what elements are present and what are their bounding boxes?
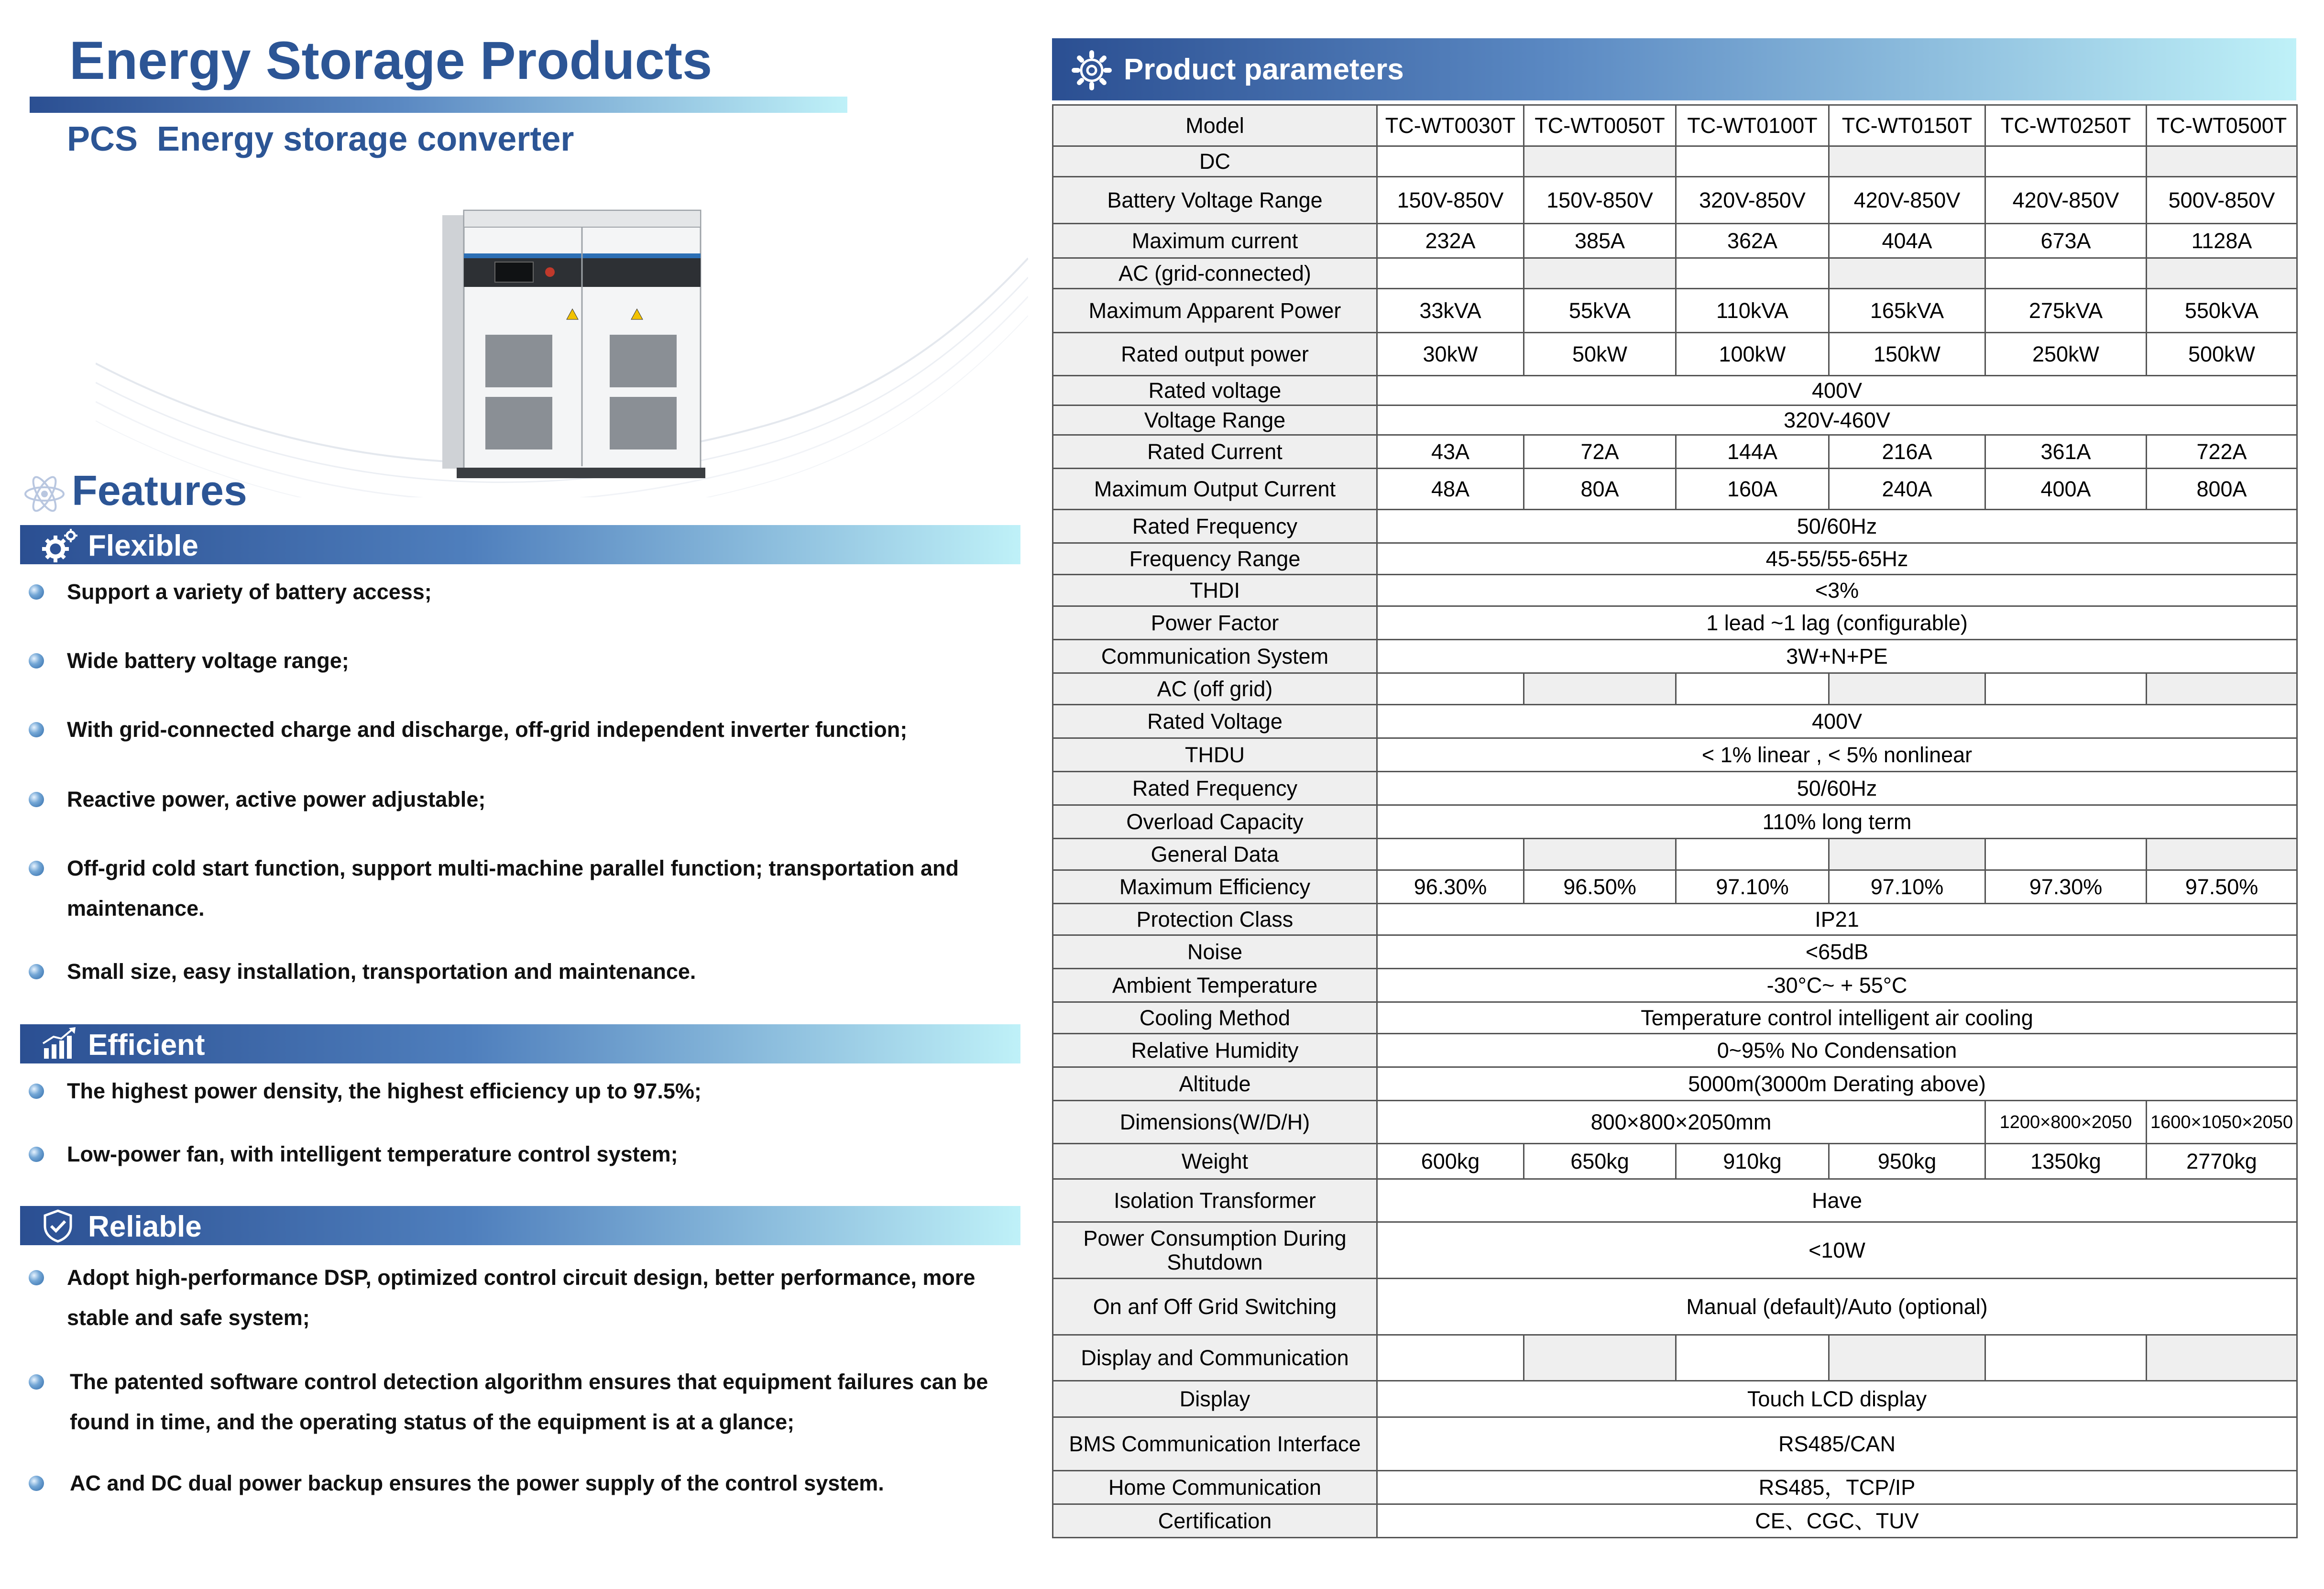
spec-label: Voltage Range	[1053, 405, 1377, 435]
spec-label: Isolation Transformer	[1053, 1179, 1377, 1222]
spec-empty-cell	[1524, 146, 1676, 177]
section-title-efficient: Efficient	[88, 1029, 205, 1062]
bullet-icon	[29, 964, 44, 979]
spec-value: TC-WT0050T	[1524, 105, 1676, 146]
spec-value: 160A	[1676, 469, 1829, 510]
spec-row	[1053, 333, 2297, 376]
spec-value: 722A	[2147, 435, 2297, 469]
bullet-icon	[29, 1147, 44, 1162]
spec-row	[1053, 1417, 2297, 1471]
spec-value: 150V-850V	[1377, 177, 1524, 224]
spec-value: RS485，TCP/IP	[1377, 1471, 2297, 1504]
feature-item: Off-grid cold start function, support multi-machine parallel function; transportation and maintenance.	[67, 856, 959, 921]
spec-label: Display and Communication	[1053, 1335, 1377, 1381]
spec-value: 5000m(3000m Derating above)	[1377, 1067, 2297, 1101]
spec-value: 96.50%	[1524, 870, 1676, 904]
spec-value: 320V-850V	[1676, 177, 1829, 224]
spec-value: 97.10%	[1829, 870, 1985, 904]
spec-value: 97.50%	[2147, 870, 2297, 904]
spec-row	[1053, 146, 2297, 177]
feature-item: Support a variety of battery access;	[67, 580, 432, 604]
spec-row	[1053, 1002, 2297, 1034]
spec-value: 420V-850V	[1829, 177, 1985, 224]
spec-row	[1053, 1335, 2297, 1381]
spec-label: Battery Voltage Range	[1053, 177, 1377, 224]
spec-value: <65dB	[1377, 935, 2297, 969]
spec-row	[1053, 1381, 2297, 1417]
spec-value: 48A	[1377, 469, 1524, 510]
spec-row	[1053, 839, 2297, 870]
spec-label: Altitude	[1053, 1067, 1377, 1101]
shield-check-icon	[41, 1209, 75, 1243]
spec-label: Rated output power	[1053, 333, 1377, 376]
spec-value: 96.30%	[1377, 870, 1524, 904]
spec-label: Overload Capacity	[1053, 805, 1377, 839]
spec-value: 420V-850V	[1985, 177, 2147, 224]
spec-value: 250kW	[1985, 333, 2147, 376]
spec-empty-cell	[1377, 1335, 1524, 1381]
spec-label: Home Communication	[1053, 1471, 1377, 1504]
spec-row	[1053, 935, 2297, 969]
spec-value: 673A	[1985, 224, 2147, 258]
spec-empty-cell	[1829, 839, 1985, 870]
spec-value: 50kW	[1524, 333, 1676, 376]
spec-empty-cell	[1377, 673, 1524, 705]
spec-row	[1053, 1471, 2297, 1504]
spec-label: Rated Frequency	[1053, 772, 1377, 805]
product-parameters-header	[1052, 38, 2296, 100]
feature-item: Reactive power, active power adjustable;	[67, 787, 486, 811]
spec-value: TC-WT0100T	[1676, 105, 1829, 146]
spec-empty-cell	[2147, 839, 2297, 870]
spec-value: 950kg	[1829, 1144, 1985, 1179]
spec-value: 150kW	[1829, 333, 1985, 376]
feature-item: With grid-connected charge and discharge, off-grid independent inverter function;	[67, 717, 908, 742]
spec-value: 800A	[2147, 469, 2297, 510]
spec-value: TC-WT0250T	[1985, 105, 2147, 146]
spec-row	[1053, 1034, 2297, 1067]
spec-label: THDU	[1053, 738, 1377, 772]
spec-empty-cell	[1676, 839, 1829, 870]
spec-label: Maximum Apparent Power	[1053, 289, 1377, 333]
spec-label: Weight	[1053, 1144, 1377, 1179]
spec-label: AC (off grid)	[1053, 673, 1377, 705]
spec-empty-cell	[1829, 258, 1985, 289]
spec-empty-cell	[1985, 1335, 2147, 1381]
spec-value: 72A	[1524, 435, 1676, 469]
spec-label: Power Factor	[1053, 606, 1377, 640]
spec-value: 500V-850V	[2147, 177, 2297, 224]
spec-value: <3%	[1377, 575, 2297, 606]
spec-empty-cell	[1524, 673, 1676, 705]
spec-value: 110% long term	[1377, 805, 2297, 839]
spec-value: TC-WT0150T	[1829, 105, 1985, 146]
spec-empty-cell	[1377, 258, 1524, 289]
bullet-icon	[29, 1270, 44, 1285]
parameters-table	[1052, 104, 2298, 1538]
spec-empty-cell	[1829, 1335, 1985, 1381]
spec-value: 910kg	[1676, 1144, 1829, 1179]
feature-item: The patented software control detection algorithm ensures that equipment failures can be found in time, and the operating status of the equipment is at a glance;	[70, 1370, 988, 1434]
spec-row	[1053, 1144, 2297, 1179]
spec-empty-cell	[1524, 1335, 1676, 1381]
spec-value: 150V-850V	[1524, 177, 1676, 224]
spec-empty-cell	[1377, 146, 1524, 177]
spec-label: Communication System	[1053, 640, 1377, 673]
spec-row	[1053, 376, 2297, 405]
spec-value: 500kW	[2147, 333, 2297, 376]
gears-icon	[41, 528, 79, 562]
spec-empty-cell	[1676, 673, 1829, 705]
spec-value: 3W+N+PE	[1377, 640, 2297, 673]
spec-value: 0~95% No Condensation	[1377, 1034, 2297, 1067]
spec-label: Relative Humidity	[1053, 1034, 1377, 1067]
section-title-flexible: Flexible	[88, 529, 198, 562]
page-subtitle: PCS Energy storage converter	[67, 120, 574, 158]
feature-item: Adopt high-performance DSP, optimized control circuit design, better performance, more stable and safe system;	[67, 1265, 976, 1330]
spec-row	[1053, 1504, 2297, 1538]
spec-label: Maximum Efficiency	[1053, 870, 1377, 904]
feature-item: Low-power fan, with intelligent temperature control system;	[67, 1142, 678, 1166]
spec-row	[1053, 969, 2297, 1002]
spec-value: 404A	[1829, 224, 1985, 258]
spec-row	[1053, 640, 2297, 673]
spec-value: 600kg	[1377, 1144, 1524, 1179]
spec-label: General Data	[1053, 839, 1377, 870]
feature-item: Small size, easy installation, transportation and maintenance.	[67, 959, 696, 984]
spec-label: Maximum current	[1053, 224, 1377, 258]
spec-label: Certification	[1053, 1504, 1377, 1538]
spec-value: TC-WT0030T	[1377, 105, 1524, 146]
spec-value: <10W	[1377, 1222, 2297, 1279]
spec-row	[1053, 575, 2297, 606]
spec-label: Model	[1053, 105, 1377, 146]
product-parameters-title: Product parameters	[1124, 53, 1404, 86]
bullet-icon	[29, 1084, 44, 1099]
spec-value: 50/60Hz	[1377, 510, 2297, 543]
features-heading: Features	[72, 467, 247, 514]
spec-value: Touch LCD display	[1377, 1381, 2297, 1417]
spec-value: 385A	[1524, 224, 1676, 258]
spec-row	[1053, 224, 2297, 258]
spec-value: 45-55/55-65Hz	[1377, 543, 2297, 575]
spec-value: 216A	[1829, 435, 1985, 469]
atom-icon	[23, 472, 66, 515]
section-bar-flexible	[20, 525, 1020, 564]
spec-label: Noise	[1053, 935, 1377, 969]
spec-value: 1350kg	[1985, 1144, 2147, 1179]
spec-row	[1053, 1067, 2297, 1101]
spec-label: DC	[1053, 146, 1377, 177]
page-title: Energy Storage Products	[69, 31, 713, 90]
bar-chart-icon	[41, 1027, 79, 1061]
spec-value: 1200×800×2050	[1985, 1101, 2147, 1144]
spec-label: Rated voltage	[1053, 376, 1377, 405]
section-bar-efficient	[20, 1024, 1020, 1063]
spec-value: 30kW	[1377, 333, 1524, 376]
spec-value: 55kVA	[1524, 289, 1676, 333]
spec-value: RS485/CAN	[1377, 1417, 2297, 1471]
bullet-icon	[29, 584, 44, 600]
spec-empty-cell	[1676, 146, 1829, 177]
spec-row	[1053, 1101, 2297, 1144]
spec-label: On anf Off Grid Switching	[1053, 1279, 1377, 1335]
spec-value: 400A	[1985, 469, 2147, 510]
bullet-icon	[29, 653, 44, 668]
spec-value: < 1% linear , < 5% nonlinear	[1377, 738, 2297, 772]
spec-label: Protection Class	[1053, 904, 1377, 935]
spec-value: 97.30%	[1985, 870, 2147, 904]
spec-row	[1053, 870, 2297, 904]
spec-label: Rated Current	[1053, 435, 1377, 469]
spec-row	[1053, 673, 2297, 705]
spec-value: Have	[1377, 1179, 2297, 1222]
spec-row	[1053, 405, 2297, 435]
spec-label: Cooling Method	[1053, 1002, 1377, 1034]
spec-empty-cell	[1377, 839, 1524, 870]
spec-label: Display	[1053, 1381, 1377, 1417]
spec-label: BMS Communication Interface	[1053, 1417, 1377, 1471]
spec-row	[1053, 289, 2297, 333]
spec-empty-cell	[1829, 146, 1985, 177]
title-underline	[30, 97, 847, 113]
spec-value: Temperature control intelligent air cooling	[1377, 1002, 2297, 1034]
spec-value: 2770kg	[2147, 1144, 2297, 1179]
spec-value: 110kVA	[1676, 289, 1829, 333]
spec-label: Frequency Range	[1053, 543, 1377, 575]
spec-empty-cell	[1524, 839, 1676, 870]
spec-label: THDI	[1053, 575, 1377, 606]
spec-row	[1053, 772, 2297, 805]
spec-label: Ambient Temperature	[1053, 969, 1377, 1002]
section-bar-reliable	[20, 1206, 1020, 1245]
spec-value: 320V-460V	[1377, 405, 2297, 435]
spec-empty-cell	[2147, 673, 2297, 705]
spec-row	[1053, 1279, 2297, 1335]
spec-empty-cell	[2147, 146, 2297, 177]
pcs-cabinet-image	[438, 206, 705, 483]
spec-empty-cell	[1985, 839, 2147, 870]
spec-value: 97.10%	[1676, 870, 1829, 904]
bullet-icon	[29, 1374, 44, 1390]
spec-row	[1053, 805, 2297, 839]
bullet-icon	[29, 722, 44, 737]
spec-value: TC-WT0500T	[2147, 105, 2297, 146]
feature-item: The highest power density, the highest efficiency up to 97.5%;	[67, 1079, 702, 1103]
bullet-icon	[29, 792, 44, 807]
spec-row	[1053, 606, 2297, 640]
spec-label: Rated Frequency	[1053, 510, 1377, 543]
spec-value: 650kg	[1524, 1144, 1676, 1179]
spec-value: 400V	[1377, 376, 2297, 405]
spec-value: 362A	[1676, 224, 1829, 258]
bullet-icon	[29, 861, 44, 876]
spec-empty-cell	[1985, 673, 2147, 705]
spec-row	[1053, 435, 2297, 469]
spec-value: Manual (default)/Auto (optional)	[1377, 1279, 2297, 1335]
spec-label: Dimensions(W/D/H)	[1053, 1101, 1377, 1144]
spec-value: 275kVA	[1985, 289, 2147, 333]
spec-empty-cell	[2147, 258, 2297, 289]
spec-row	[1053, 904, 2297, 935]
spec-value: 1600×1050×2050	[2147, 1101, 2297, 1144]
spec-row	[1053, 705, 2297, 738]
spec-row	[1053, 177, 2297, 224]
spec-row	[1053, 1179, 2297, 1222]
spec-row	[1053, 105, 2297, 146]
spec-row	[1053, 543, 2297, 575]
spec-value: 100kW	[1676, 333, 1829, 376]
spec-label: AC (grid-connected)	[1053, 258, 1377, 289]
spec-value: 240A	[1829, 469, 1985, 510]
spec-value: 400V	[1377, 705, 2297, 738]
spec-empty-cell	[2147, 1335, 2297, 1381]
spec-row	[1053, 738, 2297, 772]
spec-value: 80A	[1524, 469, 1676, 510]
spec-row	[1053, 469, 2297, 510]
spec-value: IP21	[1377, 904, 2297, 935]
feature-item: AC and DC dual power backup ensures the power supply of the control system.	[70, 1471, 884, 1495]
spec-empty-cell	[1676, 258, 1829, 289]
spec-value: 361A	[1985, 435, 2147, 469]
spec-value: 1 lead ~1 lag (configurable)	[1377, 606, 2297, 640]
spec-label: Power Consumption During Shutdown	[1053, 1222, 1377, 1279]
spec-row	[1053, 510, 2297, 543]
spec-value: 165kVA	[1829, 289, 1985, 333]
spec-empty-cell	[1985, 146, 2147, 177]
feature-item: Wide battery voltage range;	[67, 648, 349, 673]
spec-empty-cell	[1524, 258, 1676, 289]
spec-label: Maximum Output Current	[1053, 469, 1377, 510]
spec-value: 33kVA	[1377, 289, 1524, 333]
section-title-reliable: Reliable	[88, 1210, 202, 1243]
spec-empty-cell	[1985, 258, 2147, 289]
spec-value: CE、CGC、TUV	[1377, 1504, 2297, 1538]
spec-value: 1128A	[2147, 224, 2297, 258]
spec-value: 43A	[1377, 435, 1524, 469]
spec-empty-cell	[1829, 673, 1985, 705]
spec-value: 144A	[1676, 435, 1829, 469]
spec-row	[1053, 258, 2297, 289]
spec-value: 232A	[1377, 224, 1524, 258]
spec-value: -30°C~ + 55°C	[1377, 969, 2297, 1002]
spec-empty-cell	[1676, 1335, 1829, 1381]
spec-label: Rated Voltage	[1053, 705, 1377, 738]
gear-icon	[1070, 49, 1113, 92]
bullet-icon	[29, 1476, 44, 1491]
spec-value: 550kVA	[2147, 289, 2297, 333]
spec-value: 50/60Hz	[1377, 772, 2297, 805]
spec-row	[1053, 1222, 2297, 1279]
spec-value: 800×800×2050mm	[1377, 1101, 1985, 1144]
